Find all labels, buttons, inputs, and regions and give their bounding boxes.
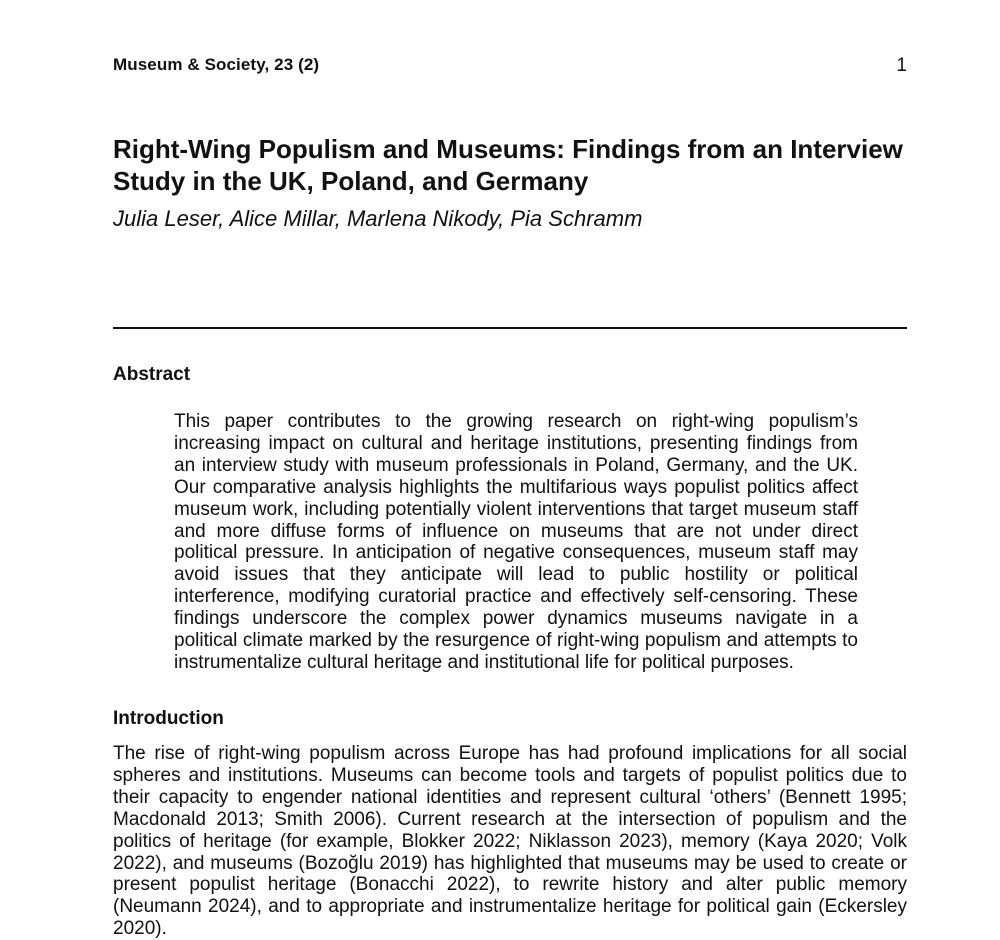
page-number: 1 bbox=[896, 55, 907, 76]
introduction-body: The rise of right-wing populism across Europe has had profound implications for all social spheres and institutions. Museums can become tools and targets of populist politics due to their capacity to engender national identities and represent cultural ‘others’ (Bennett 1995; Macdonald 2013; Smith 2006). Current research at the intersection of populism and the politics of heritage (for example, Blokker 2022; Niklasson 2023), memory (Kaya 2020; Volk 2022), and museums (Bozoğlu 2019) has highlighted that museums may be used to create or present populist heritage (Bonacchi 2022), to rewrite history and alter public memory (Neumann 2024), and to appropriate and instrumentalize heritage for political gain (Eckersley 2020). bbox=[113, 743, 907, 940]
article-authors: Julia Leser, Alice Millar, Marlena Nikody, Pia Schramm bbox=[113, 206, 643, 231]
journal-header: Museum & Society, 23 (2) bbox=[113, 55, 320, 74]
section-divider bbox=[113, 327, 907, 329]
abstract-heading: Abstract bbox=[113, 364, 191, 385]
abstract-body: This paper contributes to the growing research on right-wing populism’s increasing impact on cultural and heritage institutions, presenting findings from an interview study with museum professionals in Poland, Germany, and the UK. Our comparative analysis highlights the multifarious ways populist politics affect museum work, including potentially violent interventions that target museum staff and more diffuse forms of influence on museums that are not under direct political pressure. In anticipation of negative consequences, museum staff may avoid issues that they anticipate will lead to public hostility or political interference, modifying curatorial practice and effectively self-censoring. These findings underscore the complex power dynamics museums navigate in a political climate marked by the resurgence of right-wing populism and attempts to instrumentalize cultural heritage and institutional life for political purposes. bbox=[174, 411, 858, 673]
introduction-heading: Introduction bbox=[113, 708, 224, 729]
article-title: Right-Wing Populism and Museums: Findings from an Interview Study in the UK, Poland, and Germany bbox=[113, 134, 903, 196]
